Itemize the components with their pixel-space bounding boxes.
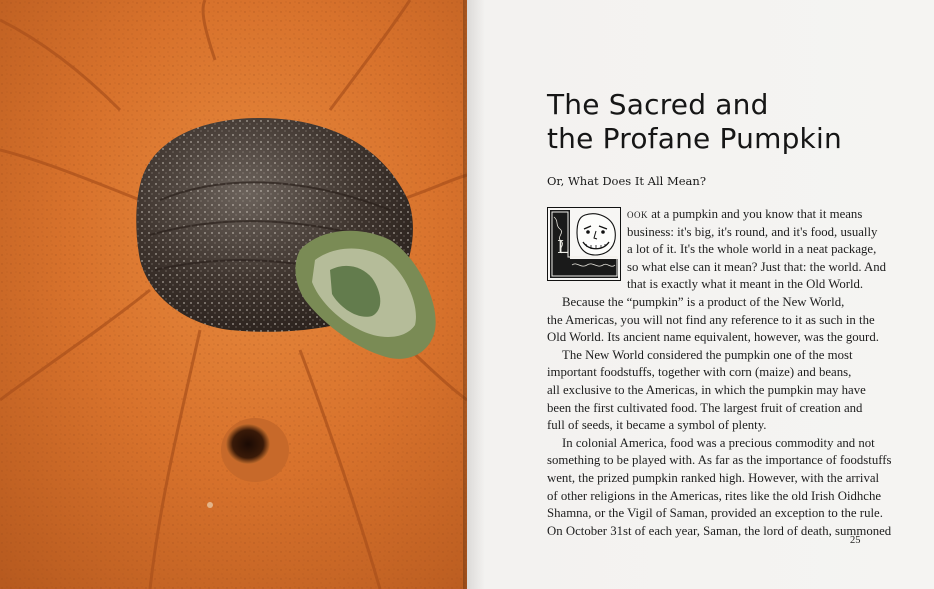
body-line: The New World considered the pumpkin one of the most bbox=[562, 347, 853, 362]
page-number: 25 bbox=[850, 535, 861, 546]
body-line: went, the prized pumpkin ranked high. However, with the arrival bbox=[547, 470, 880, 485]
body-line: of other religions in the Americas, rites like the old Irish Oidhche bbox=[547, 488, 882, 503]
body-line: On October 31st of each year, Saman, the lord of death, summoned bbox=[547, 523, 892, 538]
body-line: In colonial America, food was a precious commodity and not bbox=[562, 435, 875, 450]
drop-cap-letter: L bbox=[557, 237, 569, 258]
body-line: business: it's big, it's round, and it's food, usually bbox=[627, 224, 878, 239]
body-line: the Americas, you will not find any reference to it as such in the bbox=[547, 312, 875, 327]
pumpkin-blemish-hole bbox=[226, 424, 270, 464]
chapter-title bbox=[547, 88, 907, 156]
body-line: Old World. Its ancient name equivalent, however, was the gourd. bbox=[547, 330, 879, 345]
chapter-body bbox=[547, 206, 892, 540]
body-line: Because the “pumpkin” is a product of the New World, bbox=[562, 294, 845, 309]
chapter-title-line-1: The Sacred and bbox=[547, 88, 769, 121]
body-line: all exclusive to the Americas, in which the pumpkin may have bbox=[547, 382, 866, 397]
body-line: important foodstuffs, together with corn (maize) and beans, bbox=[547, 365, 852, 380]
body-line: full of seeds, it became a symbol of plenty. bbox=[547, 418, 767, 433]
text-page bbox=[467, 0, 934, 589]
chapter-subtitle: Or, What Does It All Mean? bbox=[547, 174, 706, 188]
body-line: so what else can it mean? Just that: the world. And bbox=[627, 259, 887, 274]
first-word-small-caps: ook bbox=[627, 207, 648, 221]
body-line: that is exactly what it meant in the Old World. bbox=[627, 277, 864, 292]
chapter-title-line-2: the Profane Pumpkin bbox=[547, 122, 842, 155]
body-line: a lot of it. It's the whole world in a neat package, bbox=[627, 242, 877, 257]
body-line: been the first cultivated food. The largest fruit of creation and bbox=[547, 400, 863, 415]
body-line: Shamna, or the Vigil of Saman, provided an exception to the rule. bbox=[547, 506, 883, 521]
body-line: something to be played with. As far as the importance of foodstuffs bbox=[547, 453, 892, 468]
body-line: ook at a pumpkin and you know that it means bbox=[627, 207, 863, 221]
